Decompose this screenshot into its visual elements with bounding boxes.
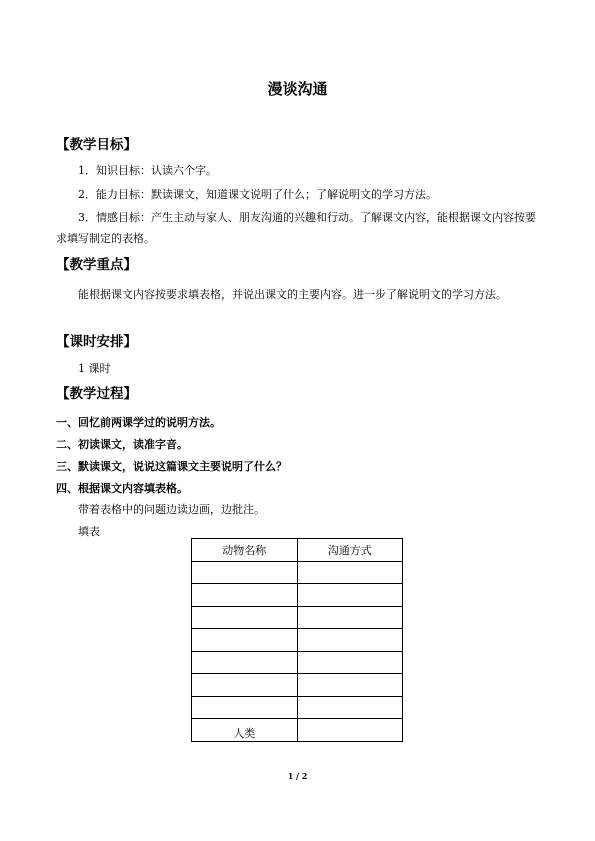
process-step-2: 二、初读课文，读准字音。 <box>56 438 188 451</box>
table-row <box>192 674 403 697</box>
table-cell <box>192 606 298 629</box>
table-cell <box>192 629 298 652</box>
table-header-animal: 动物名称 <box>192 539 298 562</box>
table-header-method: 沟通方式 <box>297 539 403 562</box>
key-points-text: 能根据课文内容按要求填表格，并说出课文的主要内容。进一步了解说明文的学习方法。 <box>78 288 507 301</box>
process-step-4: 四、根据课文内容填表格。 <box>56 482 188 495</box>
table-row <box>192 629 403 652</box>
table-row <box>192 651 403 674</box>
process-step-3: 三、默读课文，说说这篇课文主要说明了什么？ <box>56 460 287 473</box>
table-cell-human: 人类 <box>192 719 298 742</box>
objectives-heading: 【教学目标】 <box>56 137 137 153</box>
table-cell <box>297 696 403 719</box>
table-cell <box>297 629 403 652</box>
objective-item-1: 1．知识目标：认读六个字。 <box>78 164 217 177</box>
table-cell <box>192 696 298 719</box>
objective-item-2: 2．能力目标：默读课文，知道课文说明了什么；了解说明文的学习方法。 <box>78 188 437 201</box>
table-label: 填表 <box>78 525 100 538</box>
schedule-heading: 【课时安排】 <box>56 334 137 350</box>
table-cell <box>297 719 403 742</box>
process-note: 带着表格中的问题边读边画，边批注。 <box>78 503 265 516</box>
table-row-human <box>192 719 403 742</box>
table-row <box>192 606 403 629</box>
table-cell <box>297 606 403 629</box>
table-row <box>192 561 403 584</box>
process-heading: 【教学过程】 <box>56 386 137 402</box>
process-step-1: 一、回忆前两课学过的说明方法。 <box>56 416 221 429</box>
page-title: 漫谈沟通 <box>267 80 328 98</box>
page-number: 1 / 2 <box>287 771 308 781</box>
table-cell <box>297 561 403 584</box>
table-cell <box>297 674 403 697</box>
table-cell <box>297 584 403 607</box>
table-row <box>192 696 403 719</box>
objective-item-3: 3．情感目标：产生主动与家人、朋友沟通的兴趣和行动。了解课文内容，能根据课文内容按要求填写制定的表格。 <box>56 211 536 245</box>
table-cell <box>192 674 298 697</box>
key-points-heading: 【教学重点】 <box>56 257 137 273</box>
table-row <box>192 584 403 607</box>
table-cell <box>192 584 298 607</box>
table-cell <box>297 651 403 674</box>
table-cell <box>192 561 298 584</box>
table-cell <box>192 651 298 674</box>
table-header-row <box>192 539 403 562</box>
schedule-text: 1 课时 <box>78 362 111 375</box>
fill-table <box>191 538 403 742</box>
